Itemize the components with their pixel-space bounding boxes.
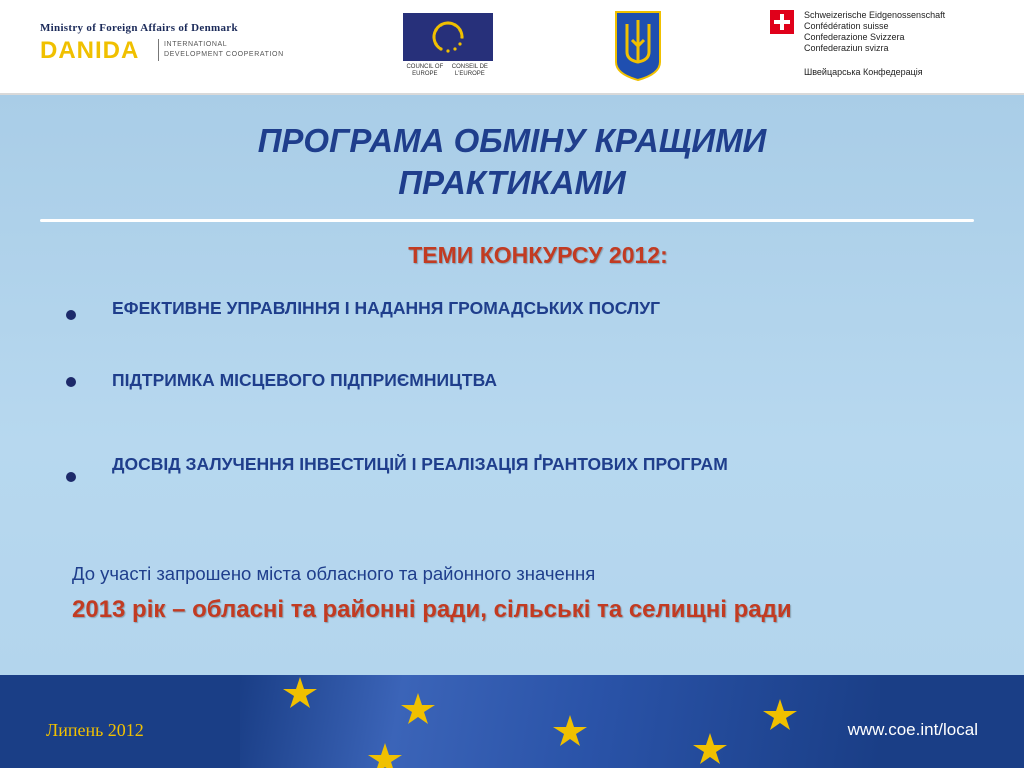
ministry-label: Ministry of Foreign Affairs of Denmark	[40, 22, 238, 34]
swiss-line-4: Confederaziun svizra	[804, 43, 889, 53]
title-line-1: ПРОГРАМА ОБМІНУ КРАЩИМИ	[257, 122, 767, 159]
topic-item-3: ДОСВІД ЗАЛУЧЕННЯ ІНВЕСТИЦІЙ І РЕАЛІЗАЦІЯ ҐРАНТОВИХ ПРОГРАМ	[112, 454, 728, 474]
topic-item-2: ПІДТРИМКА МІСЦЕВОГО ПІДПРИЄМНИЦТВА	[112, 370, 497, 390]
swiss-confederation-logo	[770, 10, 970, 82]
danida-sub-line1: INTERNATIONAL	[164, 41, 228, 48]
bullet-icon	[66, 310, 76, 320]
danida-brand: DANIDA	[40, 37, 140, 64]
swiss-cross-icon	[770, 10, 794, 34]
slide-footer	[0, 675, 1024, 768]
council-of-europe-logo	[403, 13, 493, 81]
swiss-line-3: Confederazione Svizzera	[804, 32, 905, 42]
contest-topics-heading: ТЕМИ КОНКУРСУ 2012:	[408, 242, 668, 268]
swiss-line-1: Schweizerische Eidgenossenschaft	[804, 10, 946, 20]
danida-sub-line2: DEVELOPMENT COOPERATION	[164, 51, 284, 58]
bullet-icon	[66, 377, 76, 387]
coe-label-en: COUNCIL OF EUROPE	[406, 64, 444, 77]
title-line-2: ПРАКТИКАМИ	[398, 164, 626, 201]
slide-title	[0, 120, 1024, 204]
bullet-icon	[66, 472, 76, 482]
topic-item-1: ЕФЕКТИВНЕ УПРАВЛІННЯ І НАДАННЯ ГРОМАДСЬКИХ ПОСЛУГ	[112, 298, 661, 318]
slide-content	[0, 95, 1024, 675]
ukraine-coat-of-arms-icon	[613, 10, 663, 82]
swiss-line-ukrainian: Швейцарська Конфедерація	[804, 67, 923, 77]
danida-logo	[40, 22, 290, 66]
swiss-line-2: Confédération suisse	[804, 21, 889, 31]
eu-flag-background-icon	[240, 675, 880, 768]
logo-header	[0, 0, 1024, 95]
coe-label-fr: CONSEIL DE L'EUROPE	[451, 64, 488, 77]
website-url: www.coe.int/local	[847, 720, 978, 739]
slide-date: Липень 2012	[46, 720, 144, 740]
title-divider	[40, 219, 974, 222]
coe-flag-icon	[403, 13, 493, 61]
danida-subtitle	[164, 40, 284, 60]
invitation-text: До участі запрошено міста обласного та районного значення	[72, 563, 596, 584]
year-2013-highlight: 2013 рік – обласні та районні ради, сільські та селищні ради	[72, 596, 792, 623]
danida-divider	[158, 39, 159, 61]
